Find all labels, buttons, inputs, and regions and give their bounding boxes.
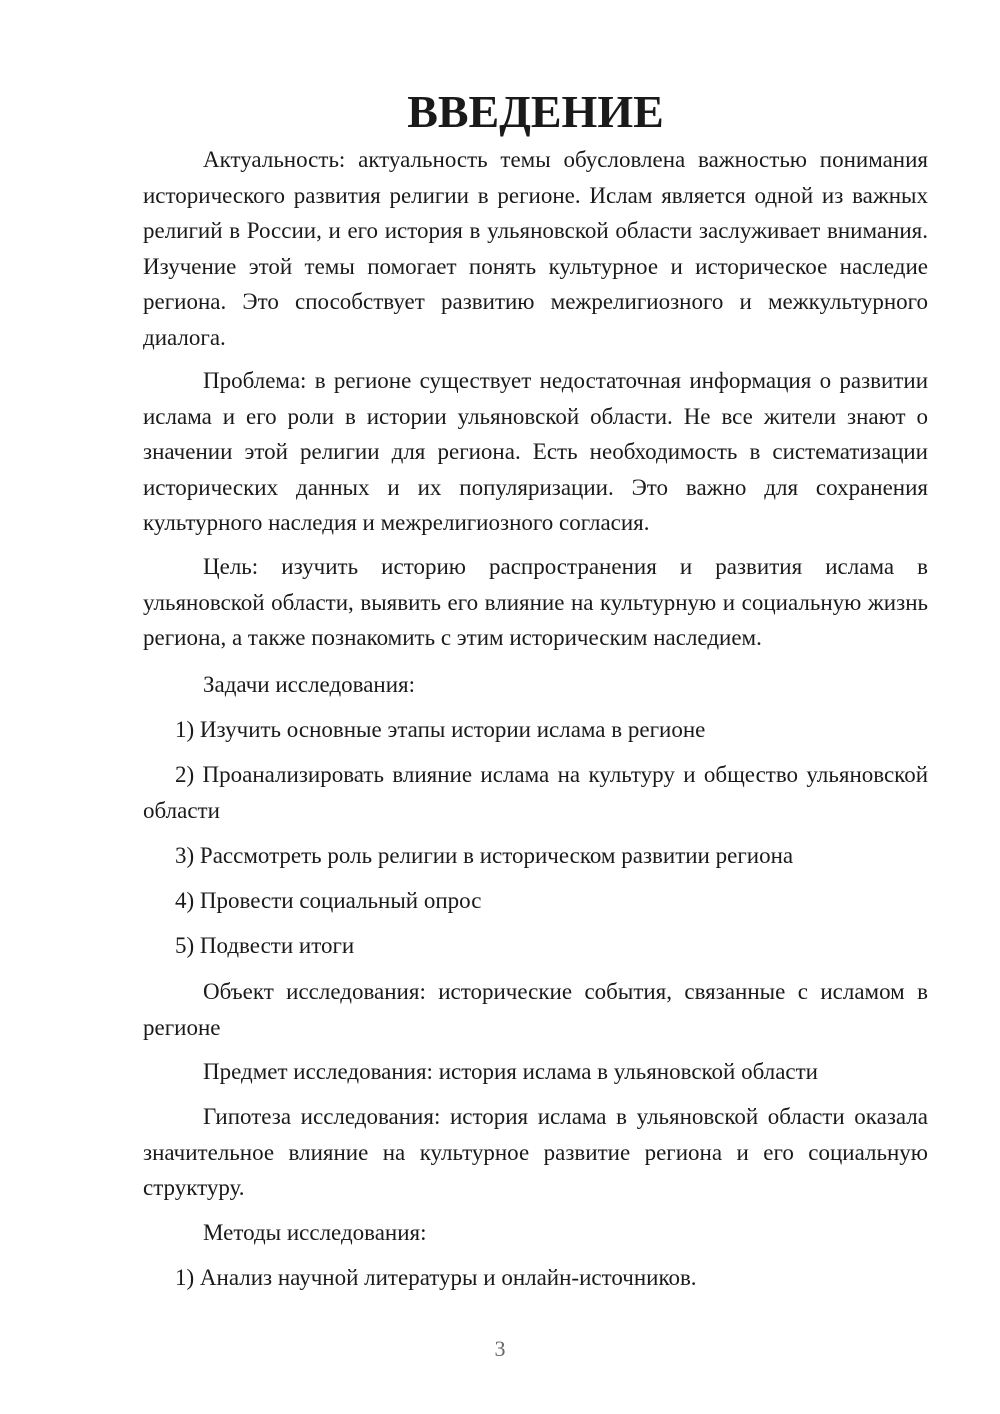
relevance-paragraph: Актуальность: актуальность темы обусловлена важностью понимания исторического развития религии в регионе. Ислам является одной из важных религий в России, и его история в ульяновской области заслуживает внимания. Изучение этой темы помогает понять культурное и историческое наследие региона. Это способствует развитию межрелигиозного и межкультурного диалога.: [143, 147, 928, 350]
task-item-4: 4) Провести социальный опрос: [175, 888, 482, 913]
section-title: ВВЕДЕНИЕ: [407, 86, 664, 137]
task-item-3: 3) Рассмотреть роль религии в историческом развитии региона: [175, 843, 794, 868]
tasks-heading: Задачи исследования:: [203, 672, 416, 697]
subject-paragraph: Предмет исследования: история ислама в ульяновской области: [203, 1059, 818, 1084]
hypothesis-paragraph: Гипотеза исследования: история ислама в ульяновской области оказала значительное влияние на культурное развитие региона и его социальную структуру.: [143, 1104, 928, 1200]
method-item-1: 1) Анализ научной литературы и онлайн-источников.: [175, 1265, 697, 1290]
page-number: 3: [494, 1336, 506, 1361]
task-item-1: 1) Изучить основные этапы истории ислама в регионе: [175, 717, 706, 742]
problem-paragraph: Проблема: в регионе существует недостаточная информация о развитии ислама и его роли в истории ульяновской области. Не все жители знают о значении этой религии для региона. Есть необходимость в систематизации исторических данных и их популяризации. Это важно для сохранения культурного наследия и межрелигиозного согласия.: [143, 368, 928, 535]
methods-heading: Методы исследования:: [203, 1220, 427, 1245]
task-item-5: 5) Подвести итоги: [175, 933, 355, 958]
task-item-2: 2) Проанализировать влияние ислама на культуру и общество ульяновской области: [143, 762, 928, 823]
goal-paragraph: Цель: изучить историю распространения и развития ислама в ульяновской области, выявить его влияние на культурную и социальную жизнь региона, а также познакомить с этим историческим наследием.: [143, 554, 928, 650]
object-paragraph: Объект исследования: исторические события, связанные с исламом в регионе: [143, 979, 928, 1040]
